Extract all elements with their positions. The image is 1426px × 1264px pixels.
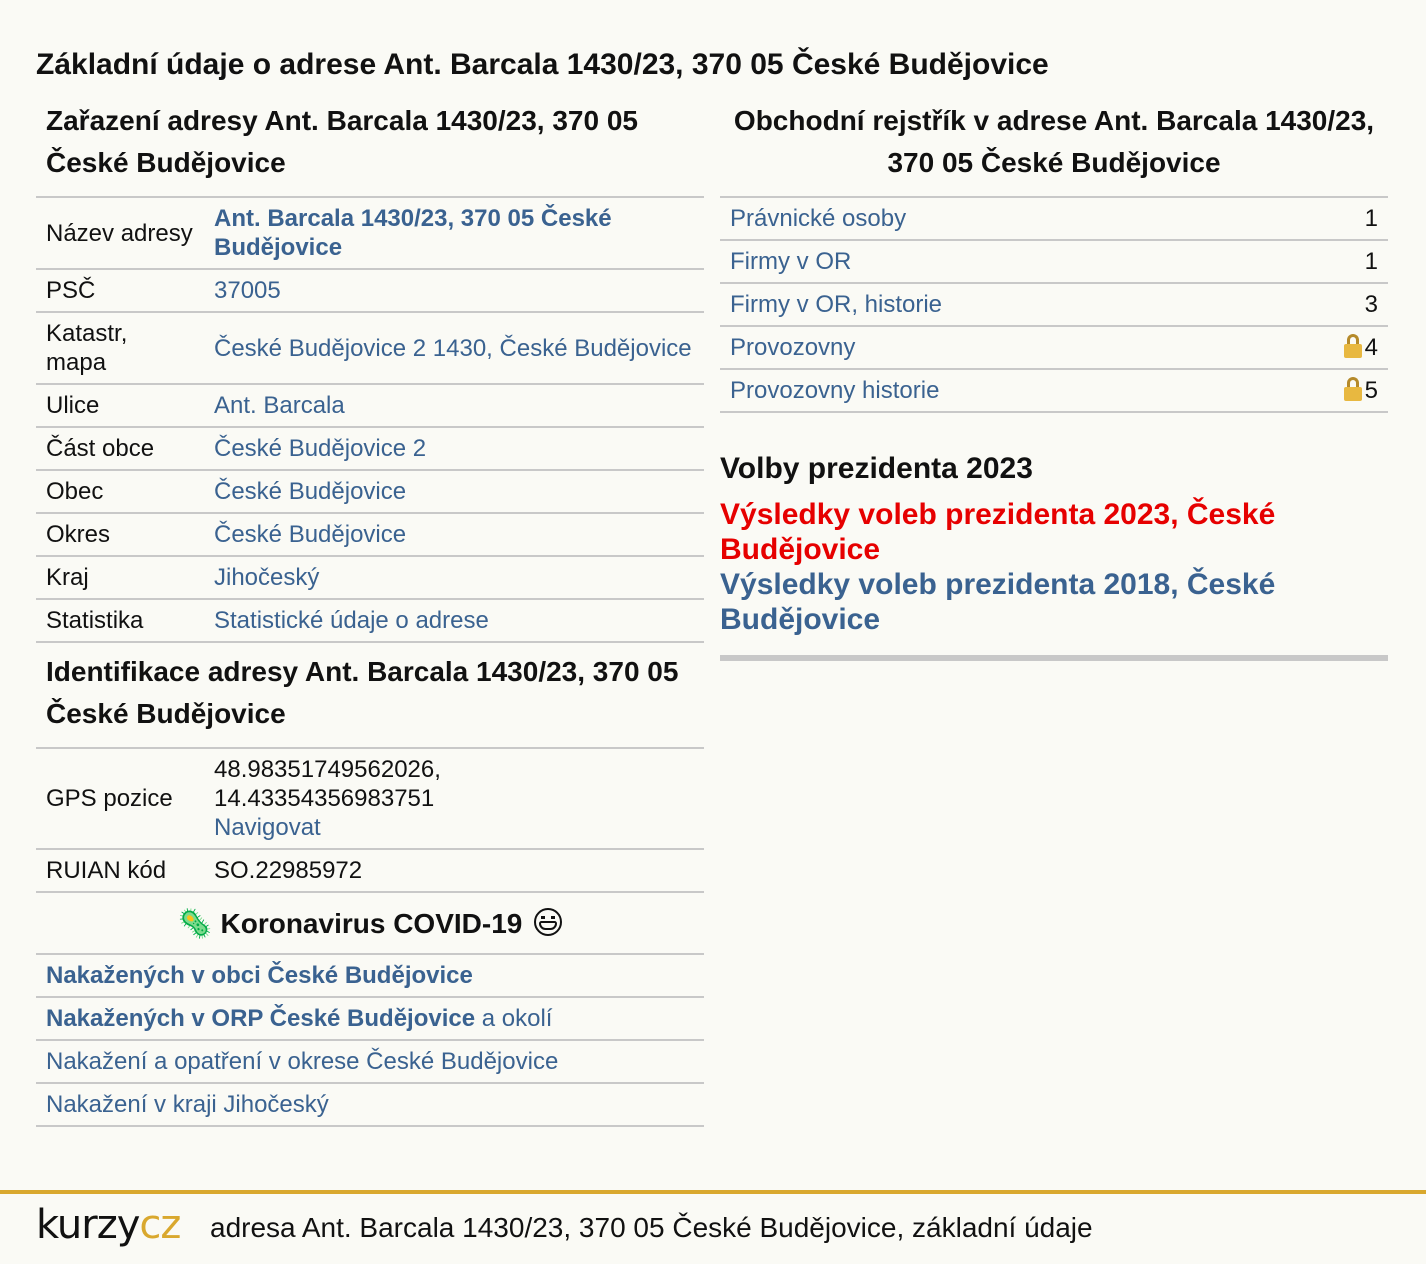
table-row [36, 556, 704, 599]
table-row [36, 269, 704, 312]
table-row [36, 599, 704, 642]
row-key: Kraj [36, 556, 204, 599]
row-key: PSČ [36, 269, 204, 312]
covid-links [36, 953, 704, 1127]
covid-orp-suffix-link[interactable]: a okolí [481, 1005, 553, 1032]
statistika-link[interactable]: Statistické údaje o adrese [214, 607, 489, 634]
or-table [720, 196, 1388, 413]
footer [0, 1190, 1426, 1264]
kurzy-logo[interactable] [36, 1202, 180, 1248]
covid-title-text: Koronavirus COVID-19 [220, 908, 523, 939]
left-column [36, 100, 704, 1127]
katastr-link[interactable]: České Budějovice 2 1430, České Budějovice [214, 334, 692, 362]
logo-accent: cz [139, 1202, 181, 1248]
kraj-link[interactable]: Jihočeský [214, 564, 320, 591]
ulice-link[interactable]: Ant. Barcala [214, 392, 345, 419]
table-row [720, 240, 1388, 283]
row-key: Okres [36, 513, 204, 556]
table-row [720, 369, 1388, 412]
virus-icon: 🦠 [177, 908, 213, 939]
volby-section [720, 451, 1388, 661]
table-row [36, 197, 704, 269]
table-row [36, 384, 704, 427]
row-key: Ulice [36, 384, 204, 427]
lock-icon [1344, 334, 1362, 358]
covid-orp-link[interactable]: Nakažených v ORP České Budějovice [46, 1005, 476, 1032]
volby-title: Volby prezidenta 2023 [720, 452, 1033, 485]
row-key: Katastr, mapa [36, 312, 204, 384]
table-row [36, 849, 704, 892]
zarazeni-table [36, 196, 704, 643]
row-key: Statistika [36, 599, 204, 642]
table-row [36, 513, 704, 556]
or-pravnicke-osoby-link[interactable]: Právnické osoby [730, 205, 907, 232]
psc-link[interactable]: 37005 [214, 277, 281, 304]
identifikace-title: Identifikace adresy Ant. Barcala 1430/23, 370 05 České Budějovice [46, 656, 679, 729]
face-mask-icon [534, 908, 562, 936]
list-item [36, 1083, 704, 1126]
right-column [720, 100, 1388, 661]
row-key: RUIAN kód [36, 849, 204, 892]
lock-icon [1344, 377, 1362, 401]
cast-obce-link[interactable]: České Budějovice 2 [214, 435, 427, 462]
page-title: Základní údaje o adrese Ant. Barcala 1430/23, 370 05 České Budějovice [36, 48, 1049, 81]
footer-text: adresa Ant. Barcala 1430/23, 370 05 České Budějovice, základní údaje [210, 1212, 1093, 1243]
table-row [36, 312, 704, 384]
list-item [36, 954, 704, 997]
row-key: Název adresy [36, 197, 204, 269]
address-name-link[interactable]: Ant. Barcala 1430/23, 370 05 České Budějovice [214, 205, 612, 261]
covid-okres-link[interactable]: Nakažení a opatření v okrese České Budějovice [46, 1048, 559, 1075]
ruian-value: SO.22985972 [204, 849, 704, 892]
volby-2018-link[interactable]: Výsledky voleb prezidenta 2018, České Budějovice [720, 568, 1276, 636]
volby-2023-link[interactable]: Výsledky voleb prezidenta 2023, České Budějovice [720, 498, 1276, 566]
obec-link[interactable]: České Budějovice [214, 478, 407, 505]
covid-title [36, 907, 704, 941]
navigate-link[interactable]: Navigovat [214, 814, 321, 841]
or-firmy-historie-link[interactable]: Firmy v OR, historie [730, 291, 943, 318]
table-row [36, 470, 704, 513]
table-row [720, 283, 1388, 326]
or-count: 1 [1261, 197, 1388, 240]
divider [720, 655, 1388, 661]
row-key: GPS pozice [36, 748, 204, 849]
or-count: 1 [1261, 240, 1388, 283]
covid-kraj-link[interactable]: Nakažení v kraji Jihočeský [46, 1091, 329, 1118]
table-row [720, 326, 1388, 369]
list-item [36, 997, 704, 1040]
or-count: 3 [1261, 283, 1388, 326]
okres-link[interactable]: České Budějovice [214, 521, 407, 548]
row-key: Obec [36, 470, 204, 513]
row-key: Část obce [36, 427, 204, 470]
gps-longitude: 14.43354356983751 [214, 785, 435, 812]
table-row [36, 427, 704, 470]
covid-obec-link[interactable]: Nakažených v obci České Budějovice [46, 962, 473, 989]
list-item [36, 1040, 704, 1083]
zarazeni-title: Zařazení adresy Ant. Barcala 1430/23, 370 05 České Budějovice [46, 105, 638, 178]
logo-main: kurzy [36, 1202, 140, 1248]
or-firmy-link[interactable]: Firmy v OR [730, 248, 852, 275]
or-provozovny-historie-link[interactable]: Provozovny historie [730, 377, 940, 404]
table-row [720, 197, 1388, 240]
or-count: 5 [1364, 377, 1378, 404]
identifikace-table [36, 747, 704, 893]
gps-latitude: 48.98351749562026, [214, 756, 441, 783]
or-count: 4 [1364, 334, 1378, 361]
table-row [36, 748, 704, 849]
or-title: Obchodní rejstřík v adrese Ant. Barcala 1430/23, 370 05 České Budějovice [733, 105, 1375, 178]
or-provozovny-link[interactable]: Provozovny [730, 334, 856, 361]
